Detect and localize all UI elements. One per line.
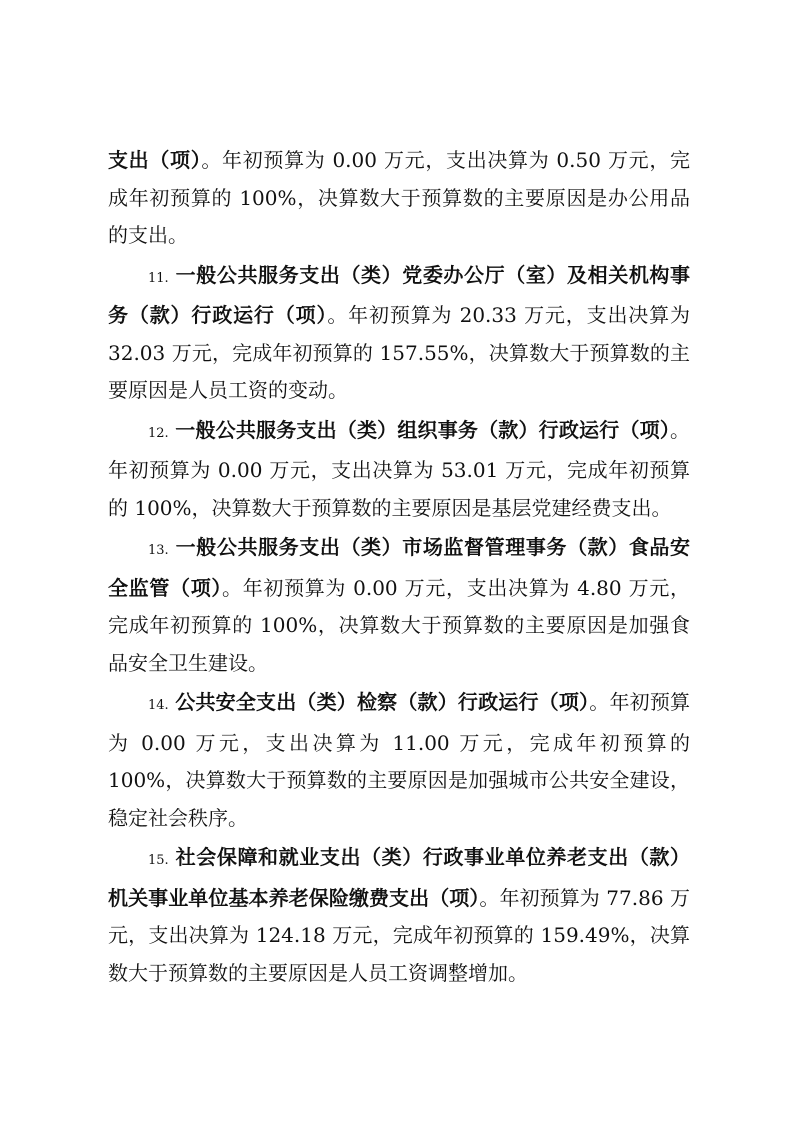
paragraph-text: 。年初预算为 0.00 万元，支出决算为 4.80 万元，完成年初预算的 100%，决算数大于预算数的主要原因是加强食品安全卫生建设。 bbox=[108, 575, 691, 675]
paragraph-text: 。年初预算为 0.00 万元，支出决算为 11.00 万元，完成年初预算的 100%，决算数大于预算数的主要原因是加强城市公共安全建设，稳定社会秩序。 bbox=[108, 690, 691, 830]
paragraph-text: 。年初预算为 0.00 万元，支出决算为 0.50 万元，完成年初预算的 100%，决算数大于预算数的主要原因是办公用品的支出。 bbox=[108, 148, 691, 247]
paragraph-heading: 公共安全支出（类）检察（款）行政运行（项） bbox=[175, 690, 590, 714]
item-number: 13. bbox=[148, 543, 169, 558]
paragraph-heading: 一般公共服务支出（类）党委办公厅（室）及相关机构事务（款）行政运行（项） bbox=[108, 262, 691, 327]
document-body bbox=[108, 142, 690, 994]
item-number: 15. bbox=[148, 853, 169, 868]
paragraph-heading: 支出（项） bbox=[108, 148, 202, 172]
item-number: 12. bbox=[148, 425, 169, 441]
item-number: 11. bbox=[148, 270, 169, 286]
paragraph-item-15 bbox=[108, 839, 690, 992]
paragraph-text: 。年初预算为 0.00 万元，支出决算为 53.01 万元，完成年初预算的 100%，决算数大于预算数的主要原因是基层党建经费支出。 bbox=[108, 417, 691, 520]
paragraph-heading: 一般公共服务支出（类）组织事务（款）行政运行（项） bbox=[175, 417, 671, 442]
paragraph-heading: 一般公共服务支出（类）市场监督管理事务（款）食品安全监管（项） bbox=[108, 535, 691, 600]
paragraph-item-11 bbox=[108, 257, 690, 410]
paragraph-continued bbox=[108, 142, 690, 255]
paragraph-item-12 bbox=[108, 412, 690, 528]
paragraph-text: 。年初预算为 20.33 万元，支出决算为 32.03 万元，完成年初预算的 157.55%，决算数大于预算数的主要原因是人员工资的变动。 bbox=[108, 303, 691, 402]
paragraph-heading: 社会保障和就业支出（类）行政事业单位养老支出（款）机关事业单位基本养老保险缴费支出（项） bbox=[108, 845, 691, 910]
paragraph-item-14 bbox=[108, 684, 690, 837]
paragraph-item-13 bbox=[108, 529, 690, 682]
paragraph-text: 。年初预算为 77.86 万元，支出决算为 124.18 万元，完成年初预算的 159.49%，决算数大于预算数的主要原因是人员工资调整增加。 bbox=[108, 885, 690, 985]
item-number: 14. bbox=[148, 698, 169, 713]
